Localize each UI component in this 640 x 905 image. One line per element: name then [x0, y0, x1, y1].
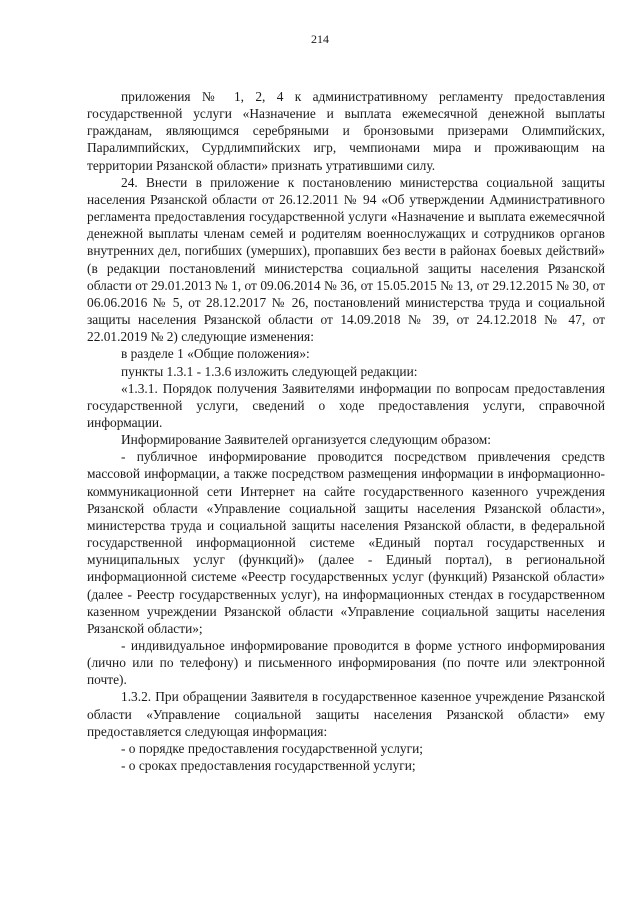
list-item-terms: - о сроках предоставления государственной услуги;: [121, 758, 416, 774]
paragraph-section-1: в разделе 1 «Общие положения»:: [121, 346, 310, 362]
paragraph-individual-informing: - индивидуальное информирование проводится в форме устного информирования (лично или по телефону) и письменного информирования (по почте или электронной почте).: [87, 638, 605, 688]
paragraph-1-3-1: «1.3.1. Порядок получения Заявителями информации по вопросам предоставления государственной услуги, сведений о ходе предоставления услуги, справочной информации.: [87, 380, 605, 430]
list-item-procedure: - о порядке предоставления государственной услуги;: [121, 740, 424, 756]
document-body: [87, 88, 605, 774]
paragraph-public-informing: - публичное информирование проводится посредством привлечения средств массовой информации, а также посредством размещения информации в информационно-коммуникационной сети Интернет на сайте государственного казенного учреждения Рязанской области «Управление социальной защиты населения Рязанской области», министерства труда и социальной защиты населения Рязанской области, в федеральной государственной информационной системе «Единый портал государственных и муниципальных услуг (функций)» (далее - Единый портал), в региональной информационной системе «Реестр государственных услуг (функций) Рязанской области» (далее - Реестр государственных услуг), на информационных стендах в государственном казенном учреждении Рязанской области «Управление социальной защиты населения Рязанской области»;: [87, 449, 605, 636]
paragraph-item-24: 24. Внести в приложение к постановлению министерства социальной защиты населения Рязанской области от 26.12.2011 № 94 «Об утверждении Административного регламента предоставления государственной услуги «Назначение и выплата ежемесячной денежной выплаты членам семей и родителям военнослужащих и сотрудников органов внутренних дел, погибших (умерших), пропавших без вести в районах боевых действий» (в редакции постановлений министерства социальной защиты населения Рязанской области от 29.01.2013 № 1, от 09.06.2014 № 36, от 15.05.2015 № 13, от 29.12.2015 № 30, от 06.06.2016 № 5, от 28.12.2017 № 26, постановлений министерства труда и социальной защиты населения Рязанской области от 14.09.2018 № 39, от 24.12.2018 № 47, от 22.01.2019 № 2) следующие изменения:: [87, 174, 605, 345]
paragraph-1-3-2: 1.3.2. При обращении Заявителя в государственное казенное учреждение Рязанской области «Управление социальной защиты населения Рязанской области» ему предоставляется следующая информация:: [87, 689, 605, 739]
page-number: 214: [311, 32, 329, 46]
paragraph-informing-intro: Информирование Заявителей организуется следующим образом:: [121, 432, 491, 448]
paragraph-points-1-3: пункты 1.3.1 - 1.3.6 изложить следующей редакции:: [121, 363, 418, 379]
paragraph-repeal-appendices: приложения № 1, 2, 4 к административному регламенту предоставления государственной услуги «Назначение и выплата ежемесячной денежной выплаты гражданам, являющимся серебряными и бронзовыми призерами Олимпийских, Паралимпийских, Сурдлимпийских игр, чемпионами мира и проживающим на территории Рязанской области» признать утратившими силу.: [87, 89, 605, 173]
